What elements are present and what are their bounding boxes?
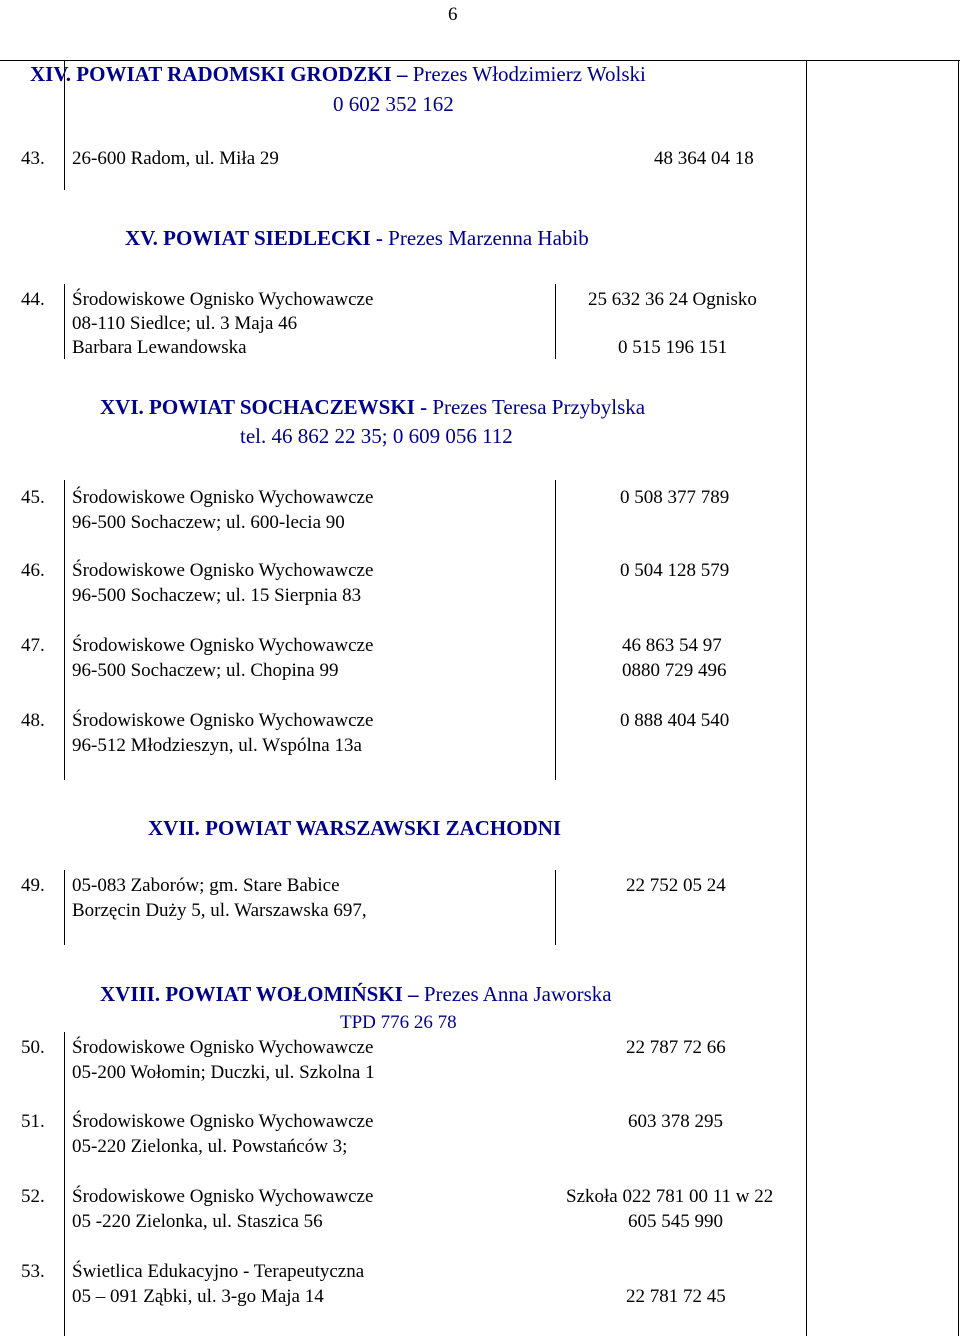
section-title-bold: XVII. POWIAT WARSZAWSKI ZACHODNI — [148, 816, 562, 840]
row-number: 53. — [21, 1261, 45, 1282]
page-number: 6 — [448, 4, 458, 25]
row-address-line: Środowiskowe Ognisko Wychowawcze — [72, 1186, 374, 1207]
row-address-line: Środowiskowe Ognisko Wychowawcze — [72, 1111, 374, 1132]
col-divider-right-outer — [958, 60, 959, 1336]
section-title-bold: XVIII. POWIAT WOŁOMIŃSKI – — [100, 982, 419, 1006]
section-president: Prezes Anna Jaworska — [418, 982, 612, 1006]
row-address-line: Środowiskowe Ognisko Wychowawcze — [72, 560, 374, 581]
col-divider-left — [64, 480, 65, 780]
col-divider-right — [806, 60, 807, 1336]
section-title-bold: XV. POWIAT SIEDLECKI - — [125, 226, 383, 250]
row-address-line: 05 -220 Zielonka, ul. Staszica 56 — [72, 1211, 323, 1232]
row-address-line: Środowiskowe Ognisko Wychowawcze — [72, 289, 374, 310]
row-phone: 22 752 05 24 — [626, 875, 726, 896]
section-title-xvii — [148, 816, 561, 841]
row-phone: 48 364 04 18 — [654, 148, 754, 169]
section-title-xvi — [100, 395, 645, 420]
row-address-line: Świetlica Edukacyjno - Terapeutyczna — [72, 1261, 365, 1282]
row-number: 44. — [21, 289, 45, 310]
row-phone: 605 545 990 — [628, 1211, 723, 1232]
row-address-line: 96-500 Sochaczew; ul. Chopina 99 — [72, 660, 339, 681]
row-phone: 22 787 72 66 — [626, 1037, 726, 1058]
col-divider-left — [64, 284, 65, 359]
row-address-line: 05 – 091 Ząbki, ul. 3-go Maja 14 — [72, 1286, 324, 1307]
section-president: Prezes Marzenna Habib — [382, 226, 589, 250]
row-phone: 0880 729 496 — [622, 660, 727, 681]
section-president: Prezes Włodzimierz Wolski — [407, 62, 646, 86]
row-number: 43. — [21, 148, 45, 169]
row-address-line: Środowiskowe Ognisko Wychowawcze — [72, 1037, 374, 1058]
row-number: 47. — [21, 635, 45, 656]
row-address-line: 26-600 Radom, ul. Miła 29 — [72, 148, 279, 169]
row-number: 50. — [21, 1037, 45, 1058]
row-number: 48. — [21, 710, 45, 731]
row-address-line: Środowiskowe Ognisko Wychowawcze — [72, 487, 374, 508]
row-phone: 46 863 54 97 — [622, 635, 722, 656]
section-title-xviii — [100, 982, 612, 1007]
row-address-line: 08-110 Siedlce; ul. 3 Maja 46 — [72, 313, 298, 334]
section-president: Prezes Teresa Przybylska — [427, 395, 646, 419]
col-divider-mid — [555, 284, 556, 359]
row-number: 46. — [21, 560, 45, 581]
row-address-line: 96-500 Sochaczew; ul. 600-lecia 90 — [72, 512, 345, 533]
table-top-border — [0, 60, 960, 61]
section-phone-xiv: 0 602 352 162 — [333, 92, 454, 116]
row-address-line: Środowiskowe Ognisko Wychowawcze — [72, 710, 374, 731]
row-phone: 603 378 295 — [628, 1111, 723, 1132]
row-address-line: 05-220 Zielonka, ul. Powstańców 3; — [72, 1136, 348, 1157]
row-phone: 0 504 128 579 — [620, 560, 730, 581]
row-address-line: 05-200 Wołomin; Duczki, ul. Szkolna 1 — [72, 1062, 375, 1083]
section-phone-xviii: TPD 776 26 78 — [340, 1012, 457, 1033]
row-phone: 0 888 404 540 — [620, 710, 730, 731]
row-address-line: Barbara Lewandowska — [72, 337, 247, 358]
row-address-line: Środowiskowe Ognisko Wychowawcze — [72, 635, 374, 656]
col-divider-left — [64, 870, 65, 945]
row-address-line: 96-512 Młodzieszyn, ul. Wspólna 13a — [72, 735, 362, 756]
col-divider-mid — [555, 870, 556, 945]
row-address-line: 96-500 Sochaczew; ul. 15 Sierpnia 83 — [72, 585, 362, 606]
col-divider-mid — [555, 480, 556, 780]
row-phone: 25 632 36 24 Ognisko — [588, 289, 757, 310]
row-address-line: Borzęcin Duży 5, ul. Warszawska 697, — [72, 900, 367, 921]
row-number: 51. — [21, 1111, 45, 1132]
row-address-line: 05-083 Zaborów; gm. Stare Babice — [72, 875, 340, 896]
col-divider-left — [64, 1032, 65, 1336]
section-title-xv — [125, 226, 589, 251]
row-phone: Szkoła 022 781 00 11 w 22 — [566, 1186, 774, 1207]
section-phone-xvi: tel. 46 862 22 35; 0 609 056 112 — [240, 424, 513, 448]
row-number: 52. — [21, 1186, 45, 1207]
row-number: 49. — [21, 875, 45, 896]
section-title-bold: XIV. POWIAT RADOMSKI GRODZKI – — [30, 62, 408, 86]
section-title-xiv — [30, 62, 646, 87]
row-phone: 0 508 377 789 — [620, 487, 730, 508]
row-phone: 0 515 196 151 — [618, 337, 728, 358]
row-number: 45. — [21, 487, 45, 508]
row-phone: 22 781 72 45 — [626, 1286, 726, 1307]
section-title-bold: XVI. POWIAT SOCHACZEWSKI - — [100, 395, 428, 419]
